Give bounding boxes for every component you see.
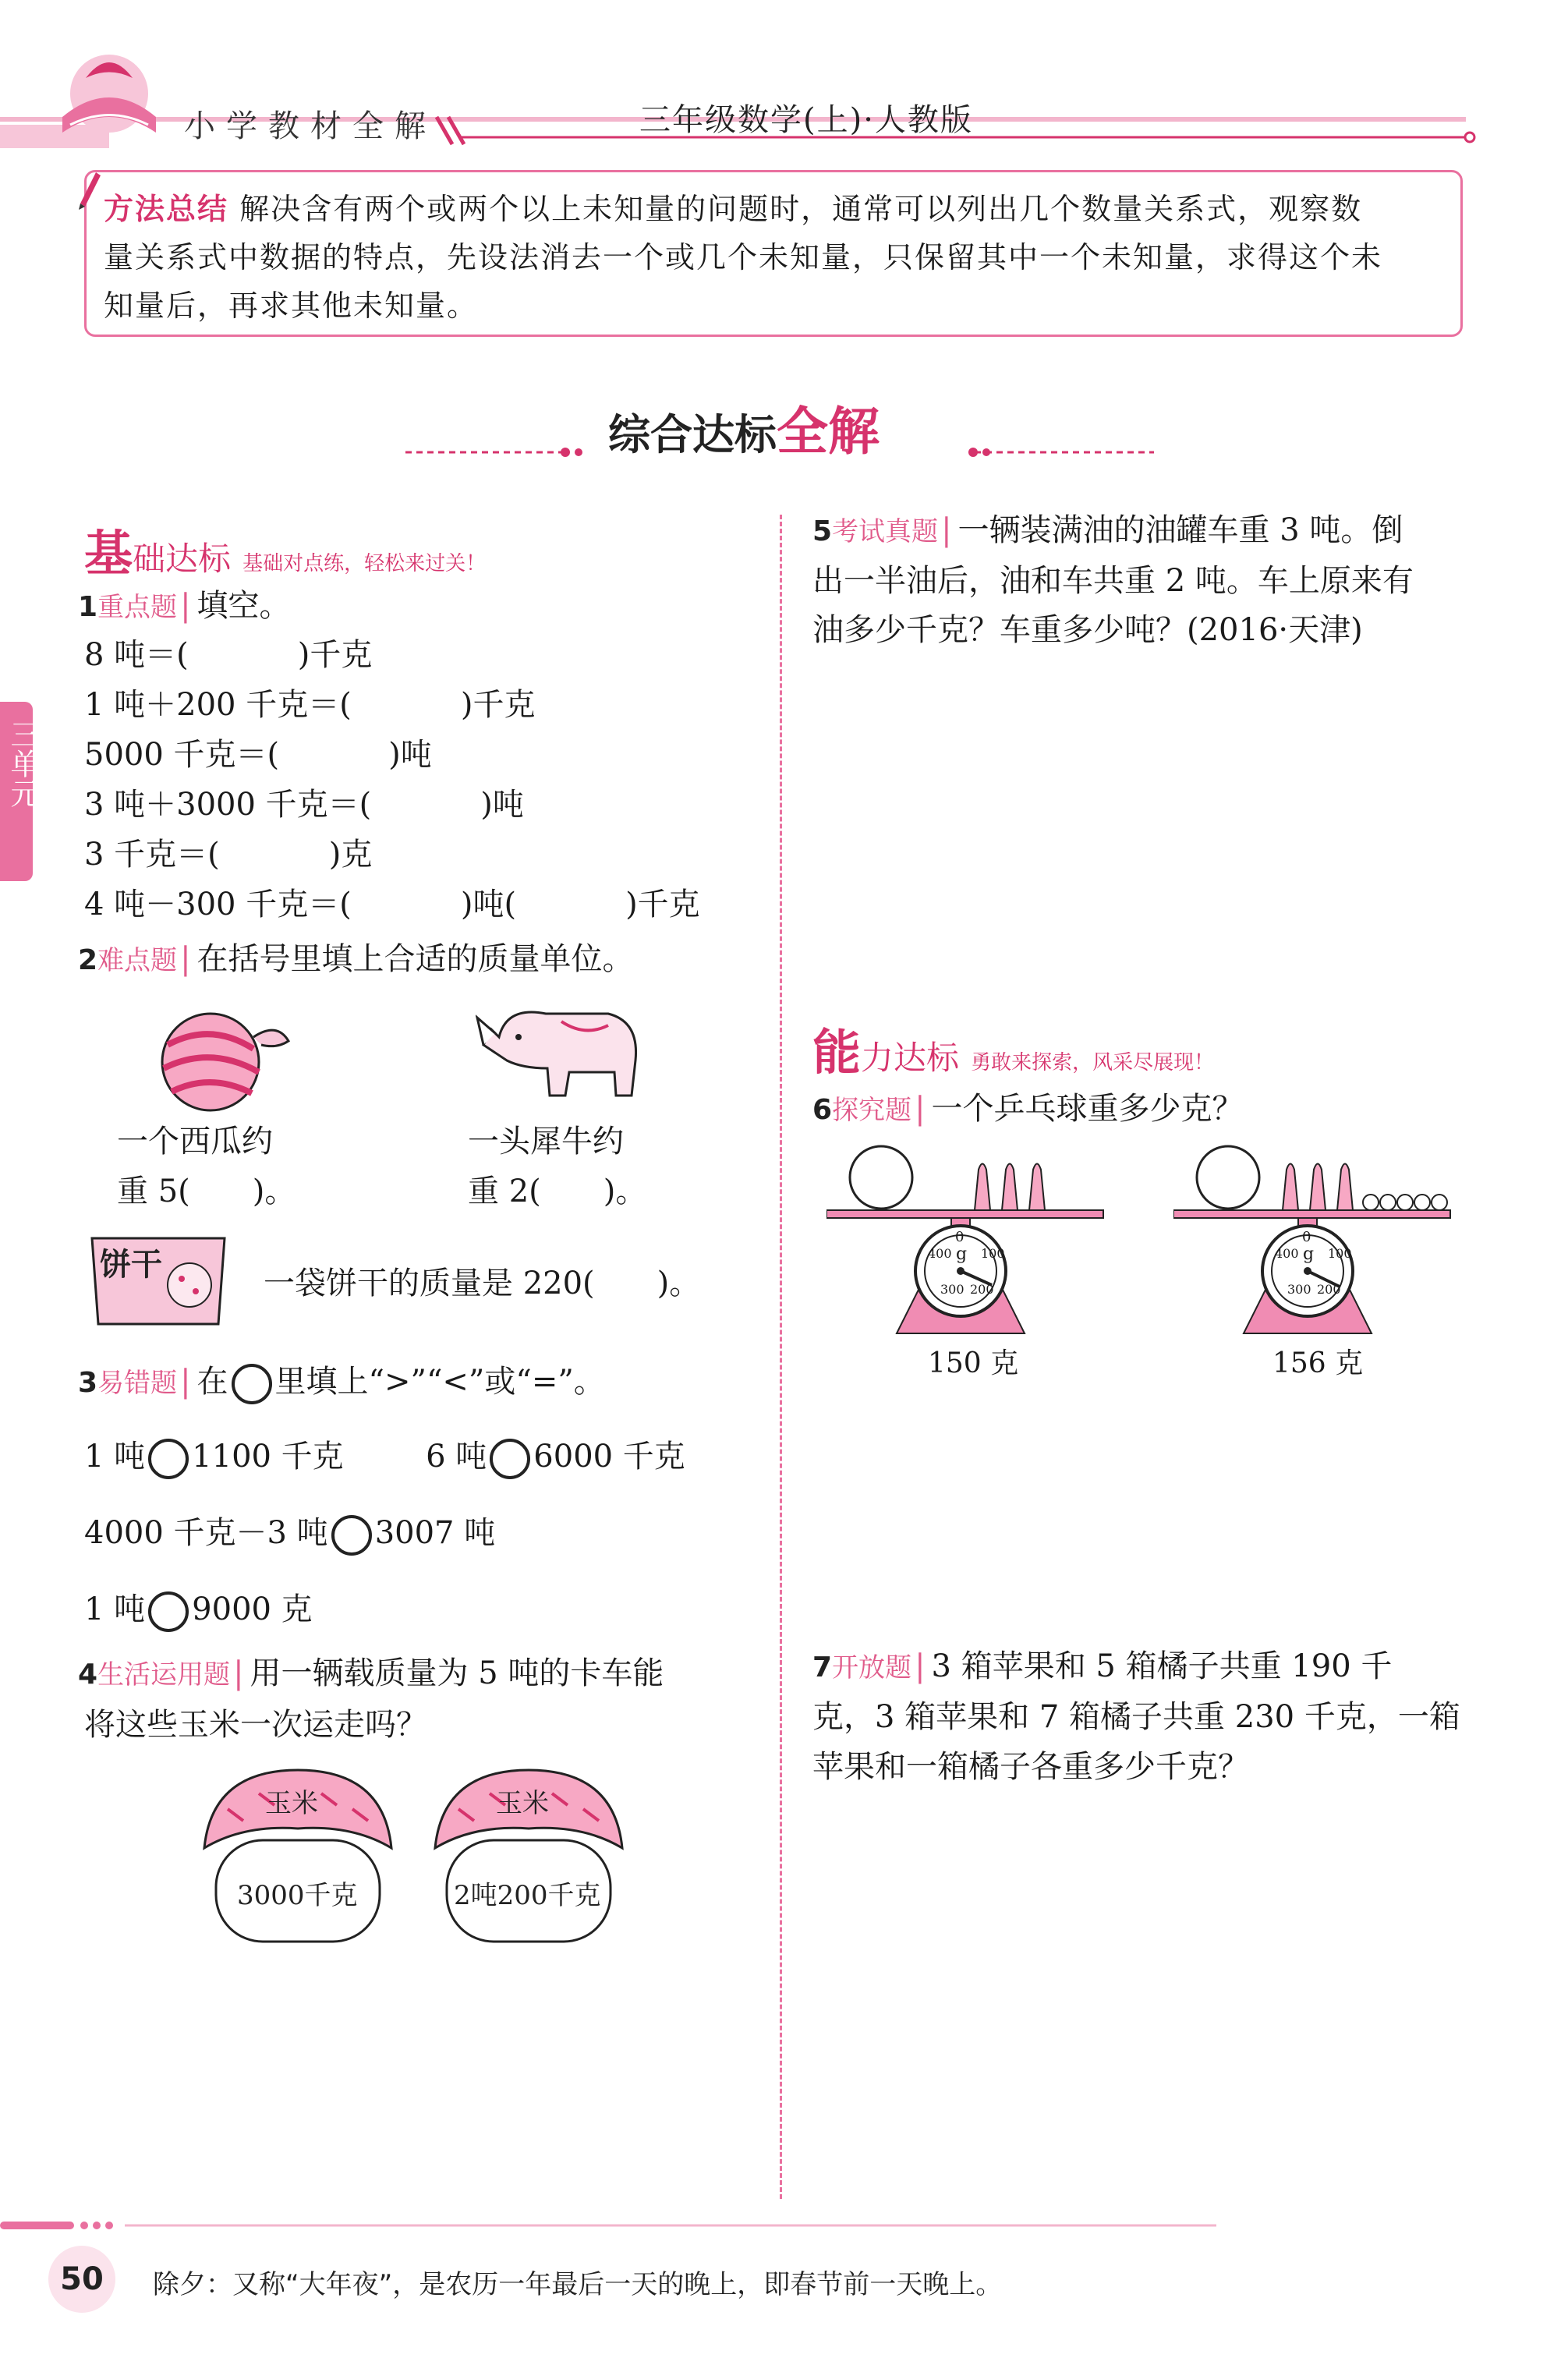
q1-line-5-left: 3 千克＝( bbox=[84, 837, 220, 873]
column-divider bbox=[780, 515, 782, 2199]
basic-section-header bbox=[84, 515, 486, 584]
rhino-text-1: 一头犀牛约 bbox=[468, 1124, 624, 1159]
q1-line-6-right: )千克 bbox=[625, 887, 700, 922]
q1-line-2-right: )千克 bbox=[460, 687, 536, 723]
q3-row2-left: 4000 千克－3 吨 bbox=[84, 1515, 328, 1551]
q7-line-3: 苹果和一箱橘子各重多少千克？ bbox=[812, 1749, 1249, 1785]
footer-note: 除夕：又称“大年夜”，是农历一年最后一天的晚上，即春节前一天晚上。 bbox=[153, 2269, 1003, 2300]
q1-line-2-left: 1 吨＋200 千克＝( bbox=[84, 687, 352, 723]
pencil-icon bbox=[73, 165, 104, 211]
watermelon-text-2: 重 5( )。 bbox=[117, 1174, 296, 1209]
corn-pile-1-weight: 3000千克 bbox=[237, 1880, 358, 1911]
q7-tag: 开放题 bbox=[832, 1652, 912, 1683]
q7-header bbox=[812, 1641, 1392, 1693]
biscuit-text: 一袋饼干的质量是 220( )。 bbox=[264, 1266, 701, 1301]
q3-row2-right: 3007 吨 bbox=[374, 1515, 496, 1551]
q1-line-2 bbox=[84, 680, 535, 730]
q5-number: 5 bbox=[812, 515, 833, 547]
q1-line-5-right: )克 bbox=[328, 837, 373, 873]
corn-pile-2-weight: 2吨200千克 bbox=[454, 1880, 601, 1911]
scale-1-icon bbox=[826, 1138, 1107, 1341]
q2-text: 在括号里填上合适的质量单位。 bbox=[196, 941, 634, 977]
q7-line-1: 3 箱苹果和 5 箱橘子共重 190 千 bbox=[931, 1648, 1393, 1684]
q3-row1-a-answer-circle[interactable] bbox=[148, 1439, 189, 1479]
q4-line-1: 用一辆载质量为 5 吨的卡车能 bbox=[250, 1655, 664, 1691]
method-summary-box bbox=[84, 170, 1463, 337]
corn-pile-2-label: 玉米 bbox=[496, 1788, 549, 1819]
q5-tag: 考试真题 bbox=[832, 516, 939, 547]
q6-separator: | bbox=[915, 1091, 926, 1127]
footer-decoration bbox=[0, 2211, 1568, 2242]
q1-line-4-right: )吨 bbox=[480, 787, 524, 823]
q6-header bbox=[812, 1084, 1244, 1135]
basic-title-rest: 础达标 bbox=[133, 540, 232, 578]
ability-section-header bbox=[812, 1014, 1214, 1083]
q2-separator: | bbox=[180, 941, 191, 977]
scale-2-tick-0: 0 bbox=[1302, 1229, 1311, 1245]
scale-1-tick-300: 300 bbox=[940, 1282, 965, 1297]
q5-separator: | bbox=[941, 512, 952, 548]
q1-line-1-right: )千克 bbox=[297, 637, 373, 673]
q7-line-2: 克，3 箱苹果和 7 箱橘子共重 230 千克，一箱 bbox=[812, 1699, 1460, 1735]
q6-number: 6 bbox=[812, 1094, 833, 1126]
scale-2-caption: 156 克 bbox=[1272, 1347, 1364, 1379]
q4-header bbox=[78, 1648, 664, 1700]
q1-line-3-left: 5000 千克＝( bbox=[84, 737, 280, 773]
q3-row-3 bbox=[84, 1584, 313, 1634]
ability-title-big: 能 bbox=[812, 1024, 862, 1081]
method-summary-label: 方法总结 bbox=[104, 192, 229, 226]
q3-row-2 bbox=[84, 1508, 495, 1558]
method-summary-line-1: 解决含有两个或两个以上未知量的问题时，通常可以列出几个数量关系式，观察数 bbox=[239, 192, 1363, 226]
q4-tag: 生活运用题 bbox=[97, 1659, 231, 1691]
header-subject: 三年级数学(上)·人教版 bbox=[639, 102, 973, 138]
book-logo-icon bbox=[47, 47, 172, 148]
page-number: 50 bbox=[60, 2261, 104, 2297]
watermelon-icon bbox=[152, 1006, 300, 1115]
q5-line-1: 一辆装满油的油罐车重 3 吨。倒 bbox=[957, 512, 1403, 548]
side-tab bbox=[0, 702, 40, 881]
scale-2-tick-200: 200 bbox=[1317, 1282, 1341, 1297]
q3-row-1 bbox=[84, 1432, 685, 1482]
section-title bbox=[608, 390, 880, 464]
q7-separator: | bbox=[915, 1648, 926, 1684]
q1-line-3-right: )吨 bbox=[388, 737, 432, 773]
q1-line-4 bbox=[84, 780, 524, 830]
q3-text-b: 里填上“>”“<”或“=”。 bbox=[274, 1364, 605, 1400]
q4-separator: | bbox=[233, 1655, 244, 1691]
header-brand: 小学教材全解 bbox=[184, 108, 437, 144]
q1-line-5 bbox=[84, 830, 372, 880]
scale-1-caption: 150 克 bbox=[928, 1347, 1019, 1379]
scale-2-tick-300: 300 bbox=[1287, 1282, 1311, 1297]
q2-tag: 难点题 bbox=[97, 945, 178, 976]
q1-header bbox=[78, 581, 291, 632]
scale-1-tick-100: 100 bbox=[981, 1246, 1005, 1261]
basic-subtitle: 基础对点练，轻松来过关！ bbox=[242, 552, 487, 575]
q3-number: 3 bbox=[78, 1367, 98, 1399]
q4-number: 4 bbox=[78, 1659, 98, 1691]
section-title-main: 综合达标 bbox=[608, 410, 777, 459]
q3-row3-right: 9000 克 bbox=[192, 1591, 313, 1627]
q6-text: 一个乒乓球重多少克？ bbox=[931, 1091, 1244, 1127]
q2-number: 2 bbox=[78, 944, 98, 976]
scale-1-tick-0: 0 bbox=[955, 1229, 965, 1245]
watermelon-text-1: 一个西瓜约 bbox=[117, 1124, 273, 1159]
method-summary-line-2: 量关系式中数据的特点，先设法消去一个或几个未知量，只保留其中一个未知量，求得这个未 bbox=[104, 240, 1383, 274]
q7-number: 7 bbox=[812, 1652, 833, 1683]
q1-line-4-left: 3 吨＋3000 千克＝( bbox=[84, 787, 372, 823]
q3-row1-b-answer-circle[interactable] bbox=[490, 1439, 530, 1479]
q5-line-3: 油多少千克？车重多少吨？(2016·天津) bbox=[812, 612, 1363, 648]
q3-tag: 易错题 bbox=[97, 1368, 178, 1399]
q1-line-3 bbox=[84, 730, 432, 780]
page-number-badge bbox=[48, 2246, 115, 2313]
q1-line-6 bbox=[84, 880, 700, 929]
rhino-icon bbox=[476, 990, 647, 1107]
q3-row2-answer-circle[interactable] bbox=[331, 1515, 372, 1556]
method-summary-line-3: 知量后，再求其他未知量。 bbox=[104, 289, 479, 323]
scale-2-tick-100: 100 bbox=[1328, 1246, 1352, 1261]
q3-row3-answer-circle[interactable] bbox=[148, 1591, 189, 1632]
q1-line-6-mid: )吨( bbox=[460, 887, 517, 922]
q1-line-6-left: 4 吨－300 千克＝( bbox=[84, 887, 352, 922]
q3-text-a: 在 bbox=[196, 1364, 228, 1400]
ability-title-rest: 力达标 bbox=[861, 1039, 960, 1077]
q3-row1-b-left: 6 吨 bbox=[426, 1439, 487, 1475]
q3-header bbox=[78, 1357, 605, 1408]
q6-tag: 探究题 bbox=[832, 1095, 912, 1126]
q5-line-2: 出一半油后，油和车共重 2 吨。车上原来有 bbox=[812, 563, 1414, 599]
ability-subtitle: 勇敢来探索，风采尽展现！ bbox=[971, 1051, 1215, 1075]
q5-header bbox=[812, 505, 1403, 557]
corn-pile-1-label: 玉米 bbox=[265, 1788, 318, 1819]
section-title-accent: 全解 bbox=[777, 402, 880, 462]
q4-line-2: 将这些玉米一次运走吗？ bbox=[84, 1707, 427, 1743]
q1-line-1 bbox=[84, 630, 372, 680]
q3-row1-a-left: 1 吨 bbox=[84, 1439, 146, 1475]
scale-2-unit: g bbox=[1303, 1244, 1315, 1264]
q3-row1-b-right: 6000 千克 bbox=[533, 1439, 685, 1475]
side-tab-label: 三单元 bbox=[5, 719, 40, 808]
q1-text: 填空。 bbox=[196, 588, 291, 624]
scale-2-icon bbox=[1173, 1138, 1454, 1341]
biscuit-bag-label: 饼干 bbox=[100, 1247, 162, 1283]
q2-header bbox=[78, 934, 634, 986]
q1-line-1-left: 8 吨＝( bbox=[84, 637, 189, 673]
q1-number: 1 bbox=[78, 591, 98, 623]
scale-1-unit: g bbox=[956, 1244, 968, 1264]
scale-1-tick-400: 400 bbox=[928, 1246, 952, 1261]
q3-circle-icon bbox=[232, 1364, 272, 1404]
q1-tag: 重点题 bbox=[97, 592, 178, 623]
q3-row1-a-right: 1100 千克 bbox=[192, 1439, 344, 1475]
q3-separator: | bbox=[180, 1364, 191, 1400]
rhino-text-2: 重 2( )。 bbox=[468, 1174, 647, 1209]
q3-row3-left: 1 吨 bbox=[84, 1591, 146, 1627]
scale-2-tick-400: 400 bbox=[1275, 1246, 1299, 1261]
q1-separator: | bbox=[180, 588, 191, 624]
scale-1-tick-200: 200 bbox=[970, 1282, 994, 1297]
basic-title-big: 基 bbox=[84, 525, 133, 582]
